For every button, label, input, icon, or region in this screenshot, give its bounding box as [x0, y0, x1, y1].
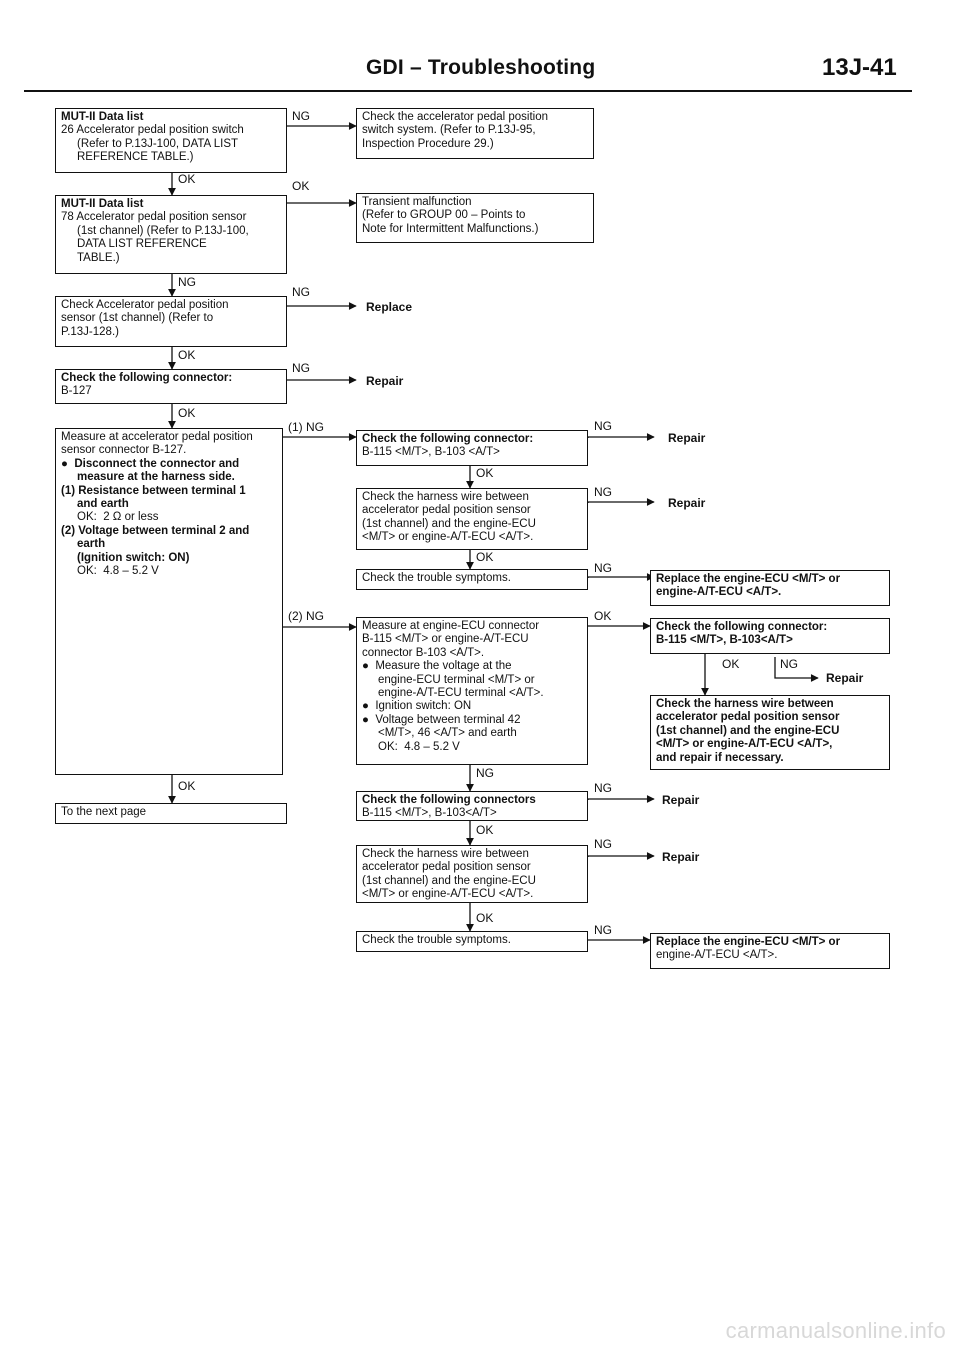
box-line: sensor (1st channel) (Refer to: [61, 312, 214, 325]
box-line: Check Accelerator pedal position: [61, 299, 229, 311]
ng-label: NG: [292, 109, 310, 123]
box-heading: Check the following connector:: [362, 433, 534, 445]
box-line: Transient malfunction: [362, 196, 472, 208]
box-line: Check the trouble symptoms.: [362, 934, 511, 946]
box-line: <M/T>, 46 <A/T> and earth: [378, 727, 517, 740]
ok-label: OK: [292, 179, 310, 193]
ng-label: NG: [178, 275, 196, 289]
replace-label: Replace: [366, 300, 413, 314]
ok-label: OK: [476, 823, 494, 837]
box-line: <M/T> or engine-A/T-ECU <A/T>.: [362, 888, 534, 901]
box-line: Check the accelerator pedal position: [362, 111, 549, 123]
ok-label: OK: [722, 657, 740, 671]
check-connector-b115-box: [356, 430, 588, 466]
box-line: connector B-103 <A/T>.: [362, 646, 485, 659]
box-line: DATA LIST REFERENCE: [77, 238, 207, 251]
box-line: B-115 <M/T>, B-103<A/T>: [362, 807, 497, 820]
ng-label: NG: [594, 923, 612, 937]
box-line: accelerator pedal position sensor: [362, 861, 531, 874]
box-line: (Refer to GROUP 00 – Points to: [362, 209, 526, 222]
box-line: (1) Resistance between terminal 1: [61, 484, 246, 497]
ng-1-label: (1) NG: [288, 420, 324, 434]
box-line: 78 Accelerator pedal position sensor: [61, 211, 247, 224]
check-trouble-symptoms-box: [356, 569, 588, 590]
ok-label: OK: [476, 550, 494, 564]
box-line: <M/T> or engine-A/T-ECU <A/T>.: [362, 531, 534, 544]
box-line: Measure at engine-ECU connector: [362, 620, 540, 632]
ok-label: OK: [178, 348, 196, 362]
ok-label: OK: [178, 172, 196, 186]
box-heading: MUT-II Data list: [61, 198, 144, 210]
ng-label: NG: [292, 285, 310, 299]
box-line: TABLE.): [77, 251, 120, 264]
box-line: ● Ignition switch: ON: [362, 700, 472, 713]
box-line: 26 Accelerator pedal position switch: [61, 124, 244, 137]
repair-label: Repair: [662, 850, 700, 864]
ng-2-label: (2) NG: [288, 609, 324, 623]
box-line: P.13J-128.): [61, 325, 119, 338]
ok-label: OK: [476, 466, 494, 480]
repair-label: Repair: [668, 431, 706, 445]
box-line: OK: 4.8 – 5.2 V: [378, 740, 460, 753]
measure-sensor-connector-box: [55, 428, 283, 775]
box-line: (1st channel) and the engine-ECU: [362, 874, 536, 887]
ng-label: NG: [594, 561, 612, 575]
page-number: 13J-41: [822, 54, 897, 81]
box-line: (1st channel) (Refer to P.13J-100,: [77, 224, 249, 237]
check-harness-repair-box: [650, 695, 890, 770]
box-line: Note for Intermittent Malfunctions.): [362, 222, 539, 235]
box-line: (Ignition switch: ON): [77, 551, 190, 564]
check-connectors-b115-box: [356, 791, 588, 821]
repair-label: Repair: [668, 496, 706, 510]
box-line: Replace the engine-ECU <M/T> or: [656, 573, 841, 585]
ok-label: OK: [476, 911, 494, 925]
check-trouble-symptoms-box-2: [356, 931, 588, 952]
ok-label: OK: [594, 609, 612, 623]
box-line: switch system. (Refer to P.13J-95,: [362, 124, 536, 137]
page-title: GDI – Troubleshooting: [366, 56, 596, 79]
box-heading: MUT-II Data list: [61, 111, 144, 123]
transient-malfunction-box: [356, 193, 594, 243]
to-next-page-box: [55, 803, 287, 824]
ng-label: NG: [476, 766, 494, 780]
box-line: B-115 <M/T> or engine-A/T-ECU: [362, 633, 529, 646]
box-line: Check the harness wire between: [362, 491, 529, 503]
watermark: carmanualsonline.info: [725, 1318, 946, 1343]
check-connector-b115-b103-box: [650, 618, 890, 654]
box-line: earth: [77, 538, 106, 551]
box-line: engine-ECU terminal <M/T> or: [378, 673, 535, 686]
check-connector-b127-box: [55, 369, 287, 404]
check-harness-wire-box: [356, 488, 588, 550]
box-line: Measure at accelerator pedal position: [61, 431, 253, 443]
box-line: and repair if necessary.: [656, 751, 784, 764]
check-harness-wire-box-2: [356, 845, 588, 903]
ok-label: OK: [178, 406, 196, 420]
ng-label: NG: [780, 657, 798, 671]
ng-label: NG: [594, 837, 612, 851]
box-line: B-115 <M/T>, B-103<A/T>: [656, 634, 793, 647]
box-line: Check the harness wire between: [656, 698, 834, 710]
box-line: REFERENCE TABLE.): [77, 151, 194, 164]
replace-ecu-box: [650, 570, 890, 606]
mut-data-list-78-box: [55, 195, 287, 274]
box-line: (2) Voltage between terminal 2 and: [61, 524, 250, 537]
box-line: engine-A/T-ECU <A/T>.: [656, 949, 778, 962]
check-pedal-switch-system-box: [356, 108, 594, 159]
box-line: (1st channel) and the engine-ECU: [656, 724, 840, 737]
box-heading: Check the following connector:: [61, 372, 233, 384]
box-line: and earth: [77, 498, 129, 511]
box-line: <M/T> or engine-A/T-ECU <A/T>,: [656, 738, 833, 751]
ng-label: NG: [594, 485, 612, 499]
box-line: B-115 <M/T>, B-103 <A/T>: [362, 446, 500, 459]
box-line: Check the harness wire between: [362, 848, 529, 860]
box-line: accelerator pedal position sensor: [656, 711, 840, 724]
ng-label: NG: [292, 361, 310, 375]
replace-ecu-box-2: [650, 933, 890, 969]
box-line: Inspection Procedure 29.): [362, 137, 494, 150]
ng-label: NG: [594, 781, 612, 795]
repair-label: Repair: [826, 671, 864, 685]
box-line: OK: 4.8 – 5.2 V: [77, 565, 159, 578]
box-line: Check the trouble symptoms.: [362, 572, 511, 584]
box-line: (1st channel) and the engine-ECU: [362, 517, 536, 530]
box-line: ● Measure the voltage at the: [362, 660, 512, 673]
box-line: B-127: [61, 385, 92, 398]
box-line: Replace the engine-ECU <M/T> or: [656, 936, 841, 948]
box-line: (Refer to P.13J-100, DATA LIST: [77, 137, 239, 150]
repair-label: Repair: [366, 374, 404, 388]
box-line: engine-A/T-ECU terminal <A/T>.: [378, 687, 544, 700]
box-line: measure at the harness side.: [77, 471, 235, 484]
box-line: ● Voltage between terminal 42: [362, 713, 521, 726]
box-heading: Check the following connector:: [656, 621, 828, 633]
box-line: sensor connector B-127.: [61, 444, 187, 457]
box-line: engine-A/T-ECU <A/T>.: [656, 586, 782, 599]
box-line: ● Disconnect the connector and: [61, 457, 240, 470]
repair-label: Repair: [662, 793, 700, 807]
ok-label: OK: [178, 779, 196, 793]
box-line: OK: 2 Ω or less: [77, 511, 159, 524]
mut-data-list-26-box: [55, 108, 287, 173]
box-heading: Check the following connectors: [362, 794, 536, 806]
box-line: To the next page: [61, 806, 147, 818]
box-line: accelerator pedal position sensor: [362, 504, 531, 517]
ng-label: NG: [594, 419, 612, 433]
check-pedal-sensor-box: [55, 296, 287, 347]
measure-ecu-connector-box: [356, 617, 588, 765]
